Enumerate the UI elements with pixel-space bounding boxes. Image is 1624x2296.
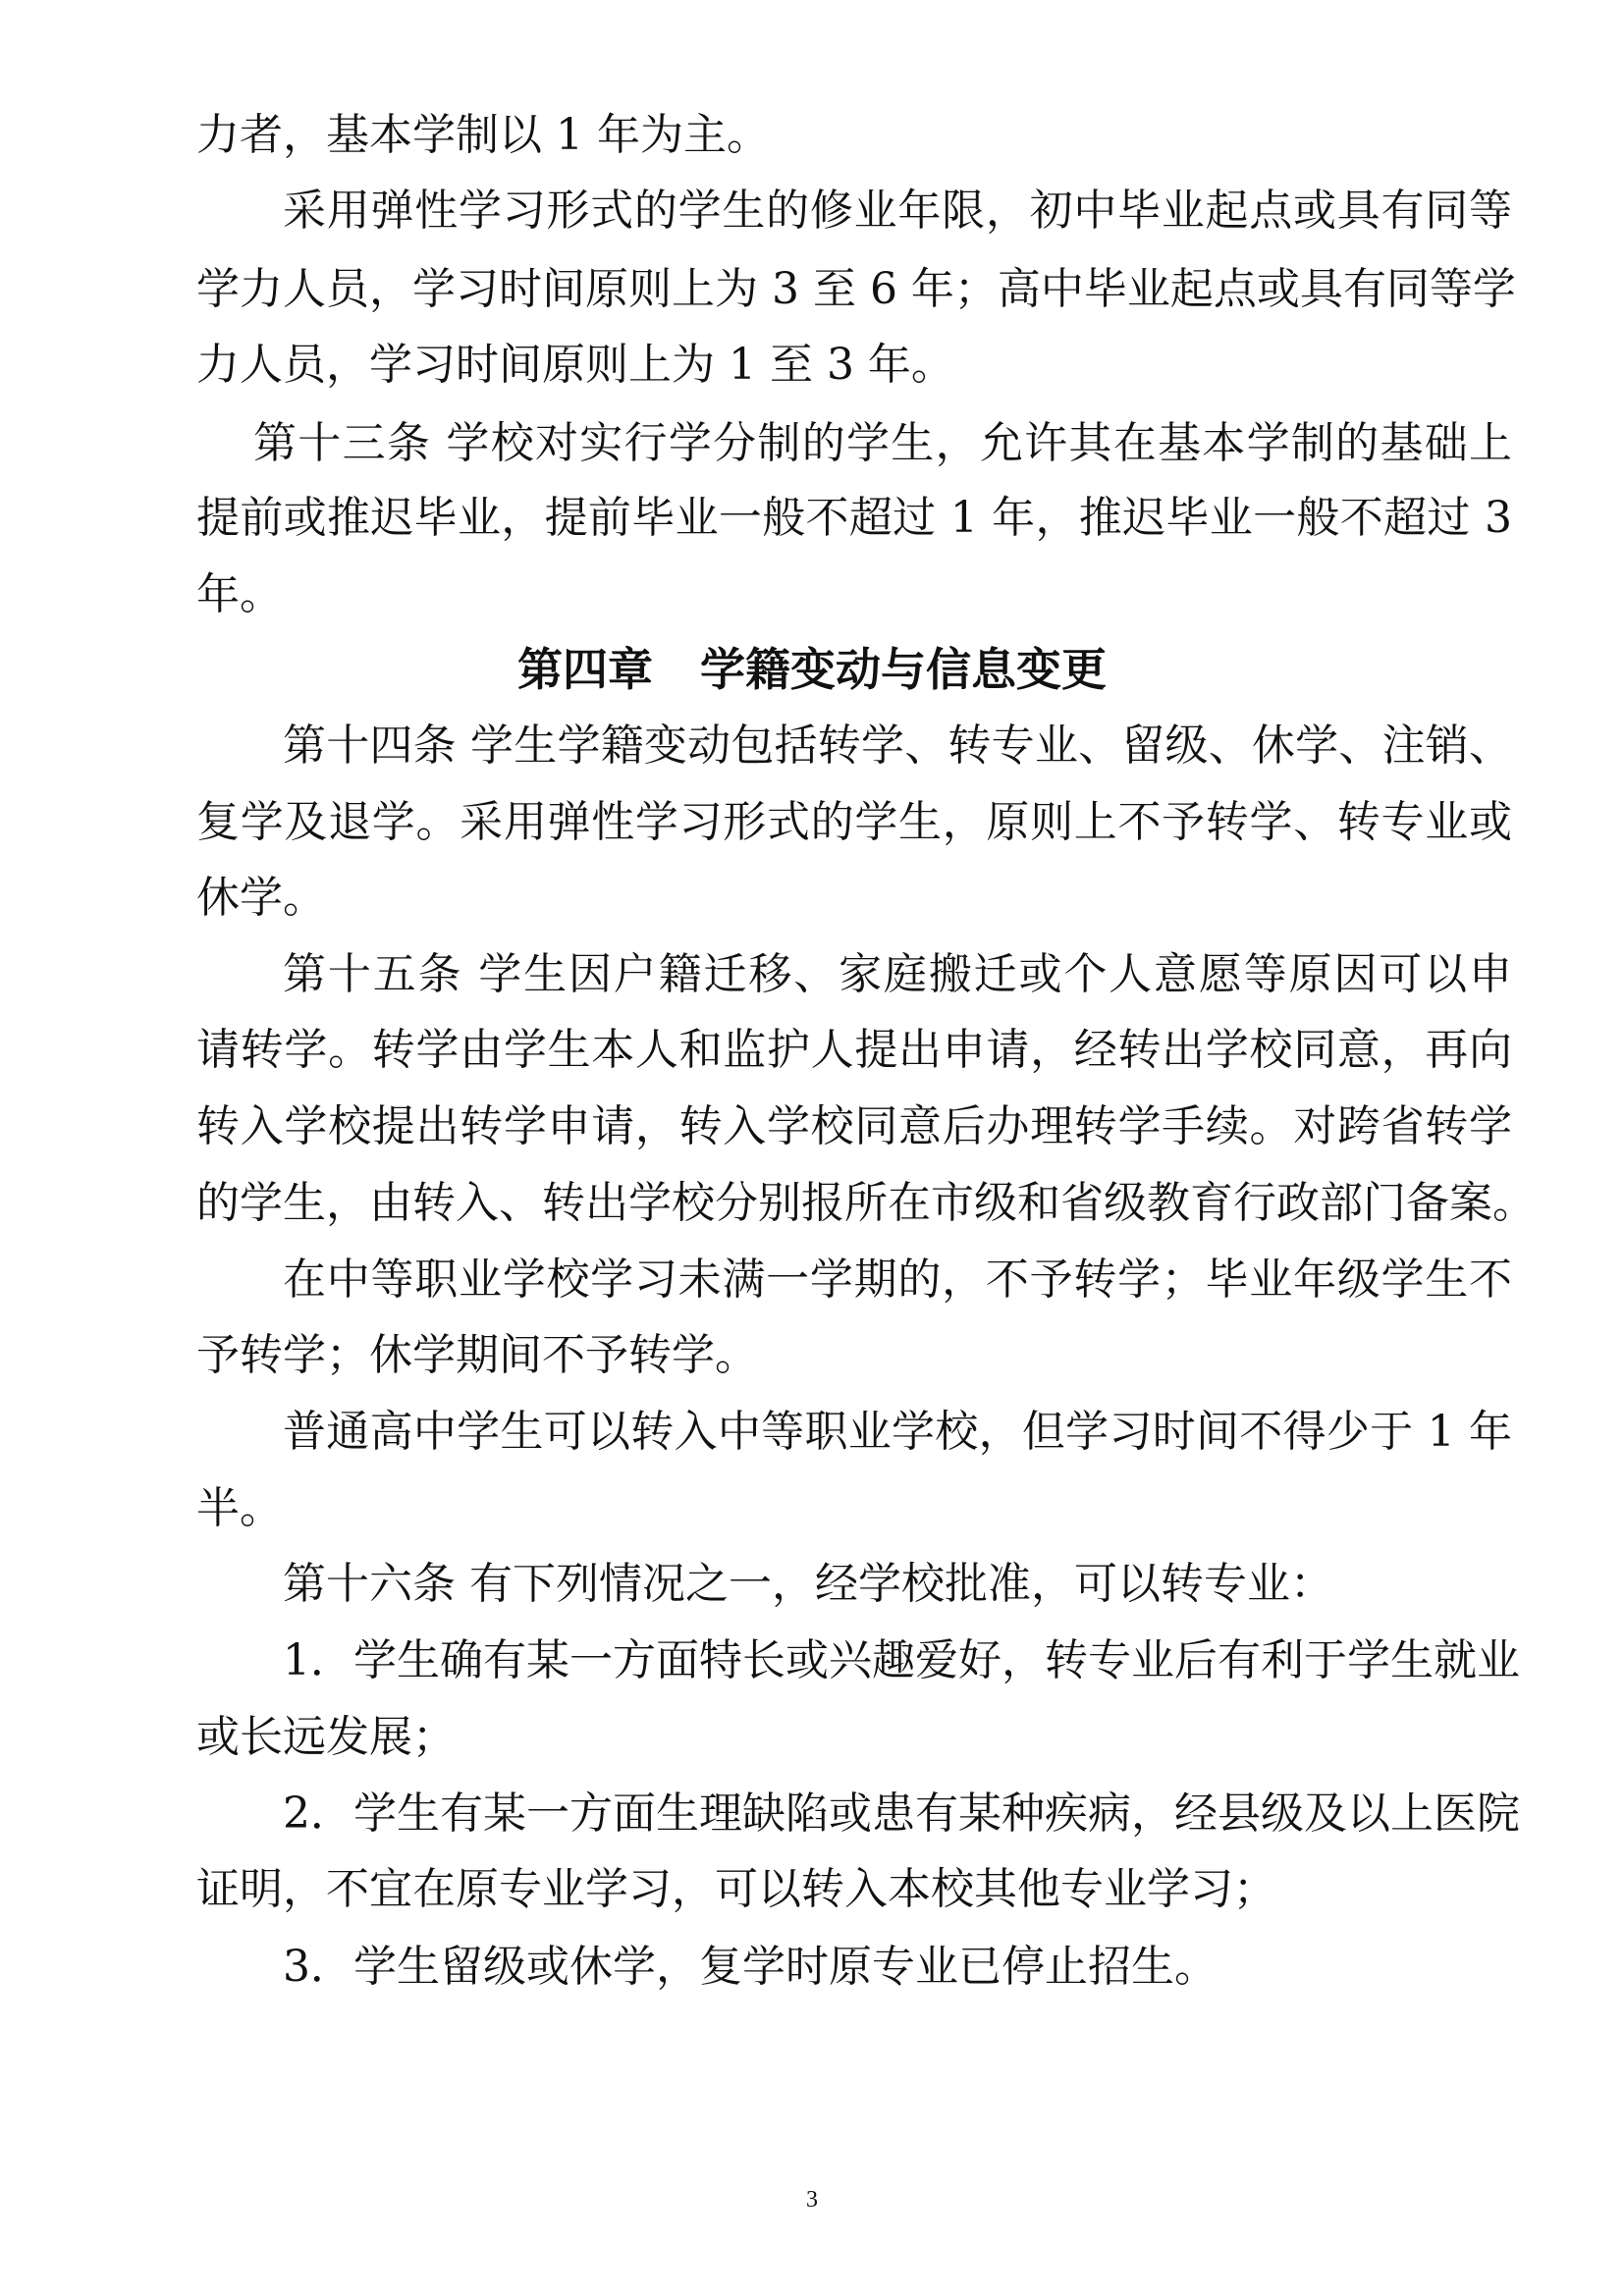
paragraph-line: 半。 <box>196 1483 283 1533</box>
paragraph-line: 提前或推迟毕业，提前毕业一般不超过 1 年，推迟毕业一般不超过 3 <box>196 493 1512 543</box>
paragraph-line: 第十三条 学校对实行学分制的学生，允许其在基本学制的基础上 <box>253 418 1512 468</box>
paragraph-line: 请转学。转学由学生本人和监护人提出申请，经转出学校同意，再向 <box>196 1025 1512 1075</box>
list-item-continuation: 证明，不宜在原专业学习，可以转入本校其他专业学习； <box>196 1864 1276 1914</box>
list-item-continuation: 或长远发展； <box>196 1712 456 1762</box>
paragraph-line: 年。 <box>196 569 283 619</box>
chapter-heading: 第四章 学籍变动与信息变更 <box>516 643 1108 696</box>
paragraph-line: 采用弹性学习形式的学生的修业年限，初中毕业起点或具有同等 <box>283 186 1512 236</box>
paragraph-line: 休学。 <box>196 873 326 923</box>
list-item: 3．学生留级或休学，复学时原专业已停止招生。 <box>283 1942 1218 1992</box>
page-number: 3 <box>806 2187 818 2213</box>
paragraph-line: 第十四条 学生学籍变动包括转学、转专业、留级、休学、注销、 <box>283 721 1512 771</box>
paragraph-line: 的学生，由转入、转出学校分别报所在市级和省级教育行政部门备案。 <box>196 1178 1536 1228</box>
paragraph-line: 予转学；休学期间不予转学。 <box>196 1330 758 1380</box>
paragraph-line: 在中等职业学校学习未满一学期的，不予转学；毕业年级学生不 <box>283 1255 1512 1305</box>
paragraph-line: 转入学校提出转学申请，转入学校同意后办理转学手续。对跨省转学 <box>196 1101 1512 1151</box>
paragraph-line: 力者，基本学制以 1 年为主。 <box>196 110 770 160</box>
list-item: 1．学生确有某一方面特长或兴趣爱好，转专业后有利于学生就业 <box>283 1635 1520 1685</box>
list-item: 2．学生有某一方面生理缺陷或患有某种疾病，经县级及以上医院 <box>283 1789 1520 1839</box>
paragraph-line: 第十五条 学生因户籍迁移、家庭搬迁或个人意愿等原因可以申 <box>283 949 1512 999</box>
paragraph-line: 复学及退学。采用弹性学习形式的学生，原则上不予转学、转专业或 <box>196 797 1512 847</box>
paragraph-line: 学力人员，学习时间原则上为 3 至 6 年；高中毕业起点或具有同等学 <box>196 264 1516 314</box>
paragraph-line: 力人员，学习时间原则上为 1 至 3 年。 <box>196 340 954 390</box>
paragraph-line: 第十六条 有下列情况之一，经学校批准，可以转专业： <box>283 1559 1333 1609</box>
paragraph-line: 普通高中学生可以转入中等职业学校，但学习时间不得少于 1 年 <box>283 1407 1512 1457</box>
